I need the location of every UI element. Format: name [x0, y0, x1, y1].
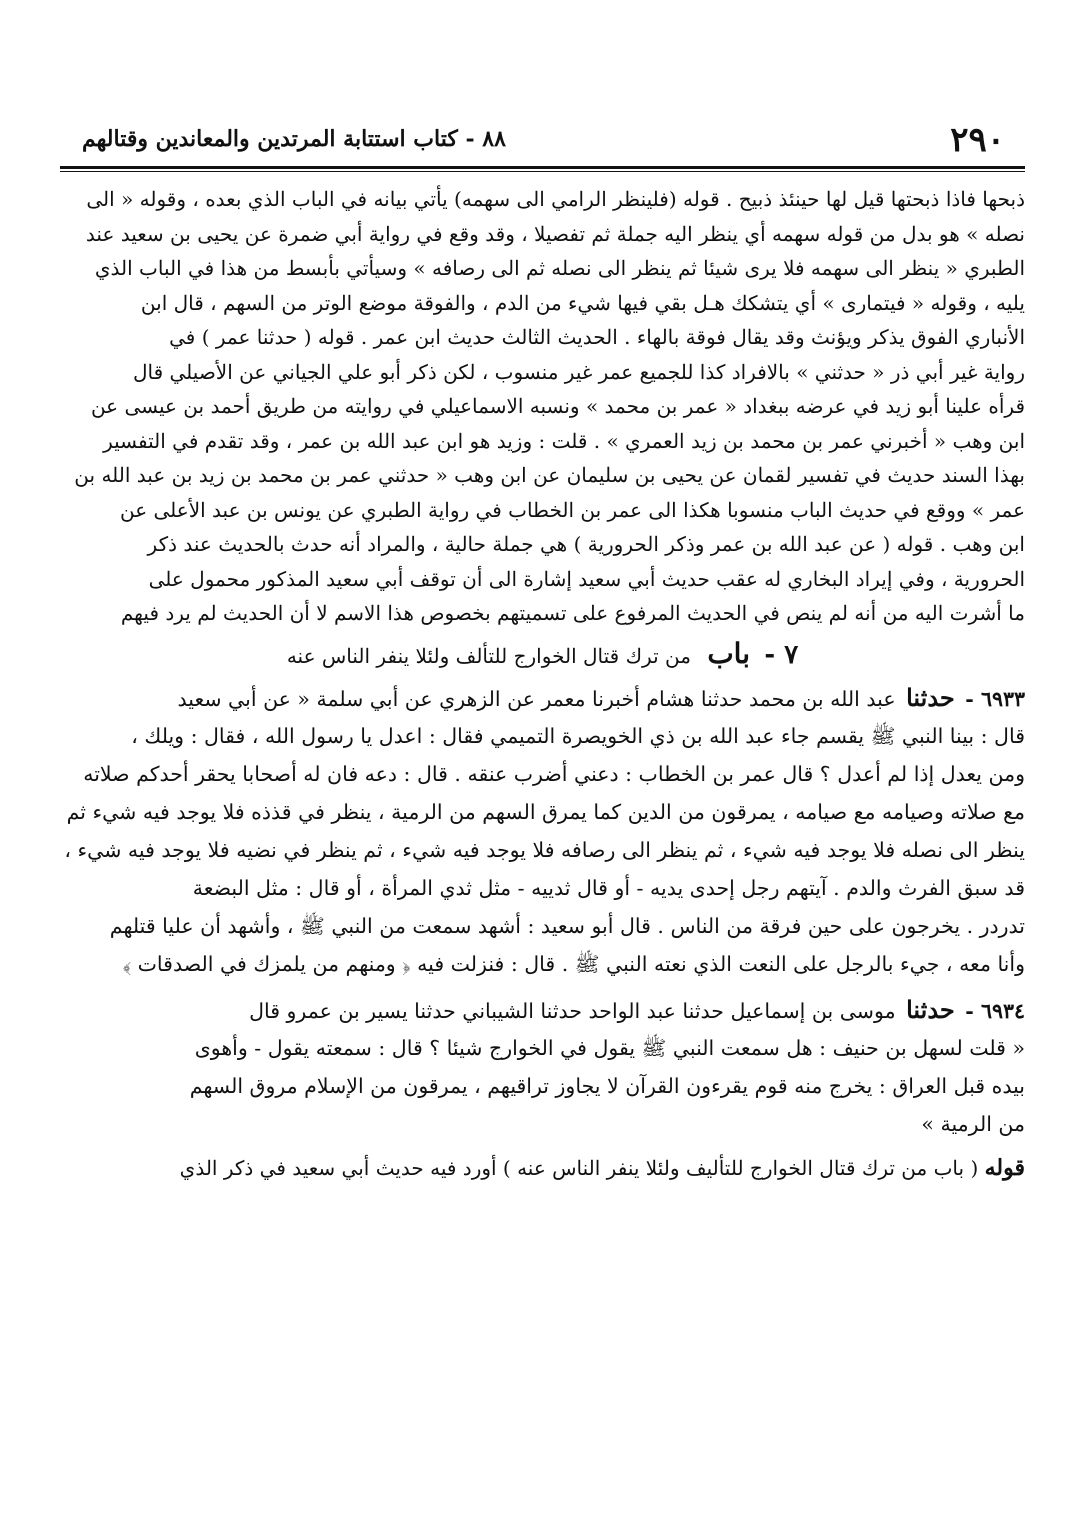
commentary-line: نصله » هو بدل من قوله سهمه أي ينظر اليه جملة ثم تفصيلا ، وقد وقع في رواية أبي ضمرة عن يحيى بن سعيد عند: [85, 221, 1025, 246]
commentary-line: يليه ، وقوله « فيتمارى » أي يتشكك هـل بقي فيها شيء من الدم ، والفوقة موضع الوتر من السهم ، قال ابن: [140, 290, 1025, 315]
chapter-number: ٧ -: [764, 639, 799, 670]
hadith-line: قال : بينا النبي ﷺ يقسم جاء عبد الله بن ذي الخويصرة التميمي فقال : اعدل يا رسول الله ، فقال : ويلك ،: [131, 723, 1025, 748]
commentary-line: ذبحها فاذا ذبحتها قيل لها حينئذ ذبيح . قوله (فلينظر الرامي الى سهمه) يأتي بيانه في الباب الذي بعده ، وقوله « الى: [86, 187, 1025, 211]
commentary-line: بهذا السند حديث في تفسير لقمان عن يحيى بن سليمان عن ابن وهب « حدثني عمر بن محمد بن زيد بن عبد الله بن: [74, 463, 1025, 487]
haddathana-word: حدثنا: [906, 994, 955, 1024]
commentary-line: قرأه علينا أبو زيد في عرضه ببغداد « عمر بن محمد » ونسبه الاسماعيلي في روايته من طريق أحمد بن عيسى عن: [90, 394, 1025, 418]
hadith-isnad: عبد الله بن محمد حدثنا هشام أخبرنا معمر عن الزهري عن أبي سلمة « عن أبي سعيد: [177, 686, 896, 711]
footer-commentary-line: [60, 1151, 1025, 1186]
hadith-line: « قلت لسهل بن حنيف : هل سمعت النبي ﷺ يقول في الخوارج شيئا ؟ قال : سمعته يقول - وأهوى: [194, 1035, 1025, 1060]
header-rule-thin: [60, 171, 1025, 172]
commentary-line: ابن وهب . قوله ( عن عبد الله بن عمر وذكر الحرورية ) هي جملة حالية ، والمراد أنه حدث بالحديث عند ذكر: [147, 532, 1025, 556]
commentary-line: الحرورية ، وفي إيراد البخاري له عقب حديث أبي سعيد إشارة الى أن توقف أبي سعيد المذكور محمول على: [148, 566, 1025, 591]
hadith-6933: [60, 679, 1025, 983]
commentary-line: رواية غير أبي ذر « حدثني » بالافراد كذا للجميع عمر غير منسوب ، لكن ذكر أبو علي الجياني عن الأصيلي قال: [132, 359, 1025, 384]
chapter-word: باب: [707, 636, 750, 670]
hadith-first-line: [60, 679, 1025, 717]
page-header: [60, 100, 1025, 160]
qawluhu-word: قوله: [984, 1154, 1025, 1181]
commentary-line: ما أشرت اليه من أنه لم ينص في الحديث المرفوع على تسميتهم بخصوص هذا الاسم لا أن الحديث لم يرد فيهم: [120, 601, 1025, 625]
hadith-isnad: موسى بن إسماعيل حدثنا عبد الواحد حدثنا الشيباني حدثنا يسير بن عمرو قال: [249, 998, 896, 1023]
hadith-first-line: [60, 991, 1025, 1029]
chapter-heading: [60, 633, 1025, 675]
hadith-number: ٦٩٣٤ -: [965, 998, 1025, 1023]
page: [60, 100, 1025, 1500]
header-rule: [60, 166, 1025, 169]
hadith-line: وأنا معه ، جيء بالرجل على النعت الذي نعته النبي ﷺ . قال : فنزلت فيه ﴿ ومنهم من يلمزك في الصدقات ﴾: [122, 951, 1025, 976]
hadith-line: بيده قبل العراق : يخرج منه قوم يقرءون القرآن لا يجاوز تراقيهم ، يمرقون من الإسلام مروق السهم: [189, 1073, 1025, 1098]
commentary-block: [60, 182, 1025, 631]
hadith-line: ينظر الى نصله فلا يوجد فيه شيء ، ثم ينظر الى رصافه فلا يوجد فيه شيء ، ثم ينظر في نضيه فلا يوجد فيه شيء ،: [64, 837, 1025, 862]
commentary-line: الطبري « ينظر الى سهمه فلا يرى شيئا ثم ينظر الى نصله ثم الى رصافه » وسيأتي بأبسط من هذا في الباب الذي: [94, 256, 1025, 280]
hadith-number: ٦٩٣٣ -: [965, 686, 1025, 711]
commentary-line: الأنباري الفوق يذكر ويؤنث وقد يقال فوقة بالهاء . الحديث الثالث حديث ابن عمر . قوله ( حدثنا عمر ) في: [169, 325, 1025, 349]
haddathana-word: حدثنا: [906, 682, 955, 712]
hadith-line: مع صلاته وصيامه مع صيامه ، يمرقون من الدين كما يمرق السهم من الرمية ، ينظر في قذذه فلا يوجد فيه شيء ثم: [66, 799, 1025, 824]
hadith-line: تدردر . يخرجون على حين فرقة من الناس . قال أبو سعيد : أشهد سمعت من النبي ﷺ ، وأشهد أن عليا قتلهم: [109, 913, 1025, 938]
hadith-line: ومن يعدل إذا لم أعدل ؟ قال عمر بن الخطاب : دعني أضرب عنقه . قال : دعه فان له أصحابا يحقر أحدكم صلاته: [83, 761, 1025, 786]
chapter-title: من ترك قتال الخوارج للتألف ولئلا ينفر الناس عنه: [286, 643, 691, 668]
running-title: ٨٨ - كتاب استتابة المرتدين والمعاندين وقتالهم: [82, 126, 506, 152]
page-number: ٢٩٠: [950, 120, 1005, 160]
hadith-6934: [60, 991, 1025, 1143]
hadith-line: من الرمية »: [921, 1111, 1025, 1136]
commentary-line: عمر » ووقع في حديث الباب منسوبا هكذا الى عمر بن الخطاب في رواية الطبري عن يونس بن عبد الأعلى عن: [120, 497, 1025, 522]
hadith-line: قد سبق الفرث والدم . آيتهم رجل إحدى يديه - أو قال ثدييه - مثل ثدي المرأة ، أو قال : مثل البضعة: [192, 875, 1025, 900]
commentary-line: ابن وهب « أخبرني عمر بن محمد بن زيد العمري » . قلت : وزيد هو ابن عبد الله بن عمر ، وقد تقدم في التفسير: [103, 428, 1025, 453]
footer-commentary-text: ( باب من ترك قتال الخوارج للتأليف ولئلا ينفر الناس عنه ) أورد فيه حديث أبي سعيد في ذكر الذي: [179, 1155, 979, 1180]
